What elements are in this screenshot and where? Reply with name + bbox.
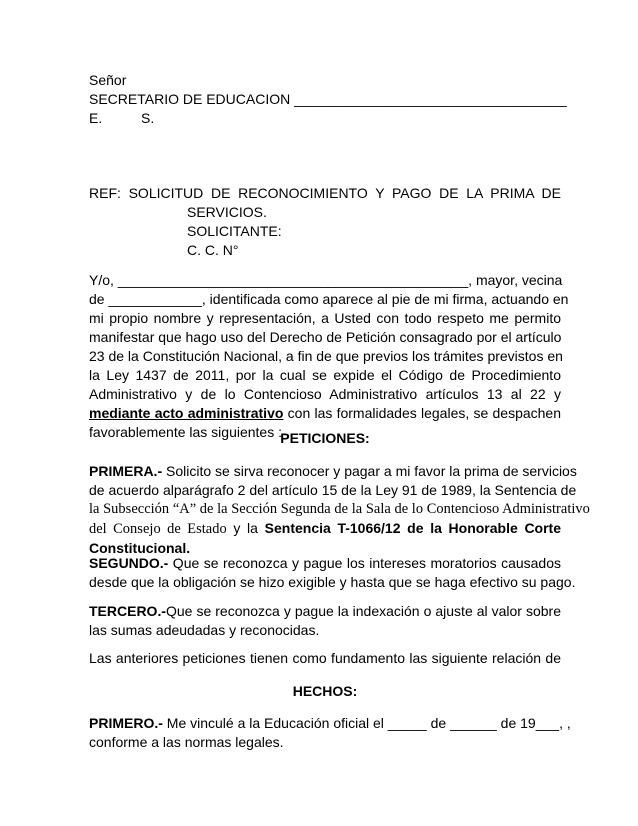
fundamento-paragraph — [89, 649, 561, 668]
primero-line: conforme a las normas legales. — [89, 734, 284, 750]
intro-line: 23 de la Constitución Nacional, a fin de que previos los trámites previstos en — [89, 348, 563, 364]
sentencia-reference-cont: Constitucional. — [89, 540, 191, 556]
primera-line: de acuerdo alparágrafo 2 del artículo 15 de la Ley 91 de 1989, la Sentencia de — [89, 482, 577, 498]
segundo-label: SEGUNDO.- — [89, 555, 169, 571]
city-s: S. — [141, 110, 155, 126]
fundamento-line: Las anteriores peticiones tienen como fundamento las siguiente relación de — [89, 650, 561, 666]
segundo-text: Que se reconozca y pague los intereses moratorios causados — [168, 555, 561, 571]
reference-block — [89, 184, 561, 260]
intro-line: Administrativo y de lo Contencioso Administrativo artículos 13 al 22 y — [89, 386, 561, 402]
primera-label: PRIMERA.- — [89, 463, 163, 479]
intro-line: de ____________, identificada como aparece al pie de mi firma, actuando en — [89, 291, 569, 307]
segundo-line — [89, 554, 561, 573]
intro-paragraph — [89, 271, 569, 442]
tercero-line: las sumas adeudadas y reconocidas. — [89, 622, 320, 638]
primero-text: Me vinculé a la Educación oficial el _____ de ______ de 19___, , — [162, 715, 571, 731]
consejo-estado-text: del Consejo de Estado — [89, 521, 227, 537]
intro-line: favorablemente las siguientes : — [89, 424, 282, 440]
city-e: E. — [89, 110, 103, 126]
reference-subject-cont: SERVICIOS. — [187, 204, 267, 220]
peticiones-heading: PETICIONES: — [280, 430, 370, 446]
tercero-paragraph — [89, 602, 561, 640]
primera-paragraph — [89, 462, 590, 558]
primera-text: y la — [226, 520, 265, 536]
addressee-city — [89, 109, 561, 128]
intro-line: la Ley 1437 de 2011, por la cual se expide el Código de Procedimiento — [89, 367, 561, 383]
intro-line: Y/o, _____________________________________________, mayor, vecina — [89, 272, 563, 288]
intro-line: mi propio nombre y representación, a Usted con todo respeto me permito — [89, 310, 561, 326]
addressee-block — [89, 71, 567, 128]
addressee-title: SECRETARIO DE EDUCACION ___________________________________ — [89, 91, 567, 107]
id-label: C. C. N° — [187, 242, 239, 258]
applicant-label: SOLICITANTE: — [187, 223, 282, 239]
tercero-label: TERCERO.- — [89, 603, 166, 619]
primera-line: la Subsección “A” de la Sección Segunda de la Sala de lo Contencioso Administrativo — [89, 501, 590, 517]
segundo-paragraph — [89, 554, 576, 592]
intro-line — [89, 404, 561, 423]
salutation: Señor — [89, 72, 127, 88]
reference-subject: REF: SOLICITUD DE RECONOCIMIENTO Y PAGO DE LA PRIMA DE — [89, 185, 561, 201]
primero-paragraph — [89, 714, 571, 752]
primero-line — [89, 714, 571, 733]
intro-line: manifestar que hago uso del Derecho de Petición consagrado por el artículo — [89, 329, 562, 345]
tercero-text: Que se reconozca y pague la indexación o ajuste al valor sobre — [166, 603, 561, 619]
sentencia-reference: Sentencia T-1066/12 de la Honorable Corte — [264, 520, 562, 536]
primera-text: Solicito se sirva reconocer y pagar a mi favor la prima de servicios — [162, 463, 577, 479]
primero-label: PRIMERO.- — [89, 715, 163, 731]
tercero-line — [89, 602, 561, 621]
hechos-heading: HECHOS: — [292, 683, 358, 699]
intro-line-rest: con las formalidades legales, se despachen — [283, 405, 561, 421]
primera-line — [89, 519, 561, 539]
primera-line — [89, 462, 577, 481]
segundo-line: desde que la obligación se hizo exigible y hasta que se haga efectivo su pago. — [89, 574, 576, 590]
admin-act-emphasis: mediante acto administrativo — [89, 405, 284, 421]
